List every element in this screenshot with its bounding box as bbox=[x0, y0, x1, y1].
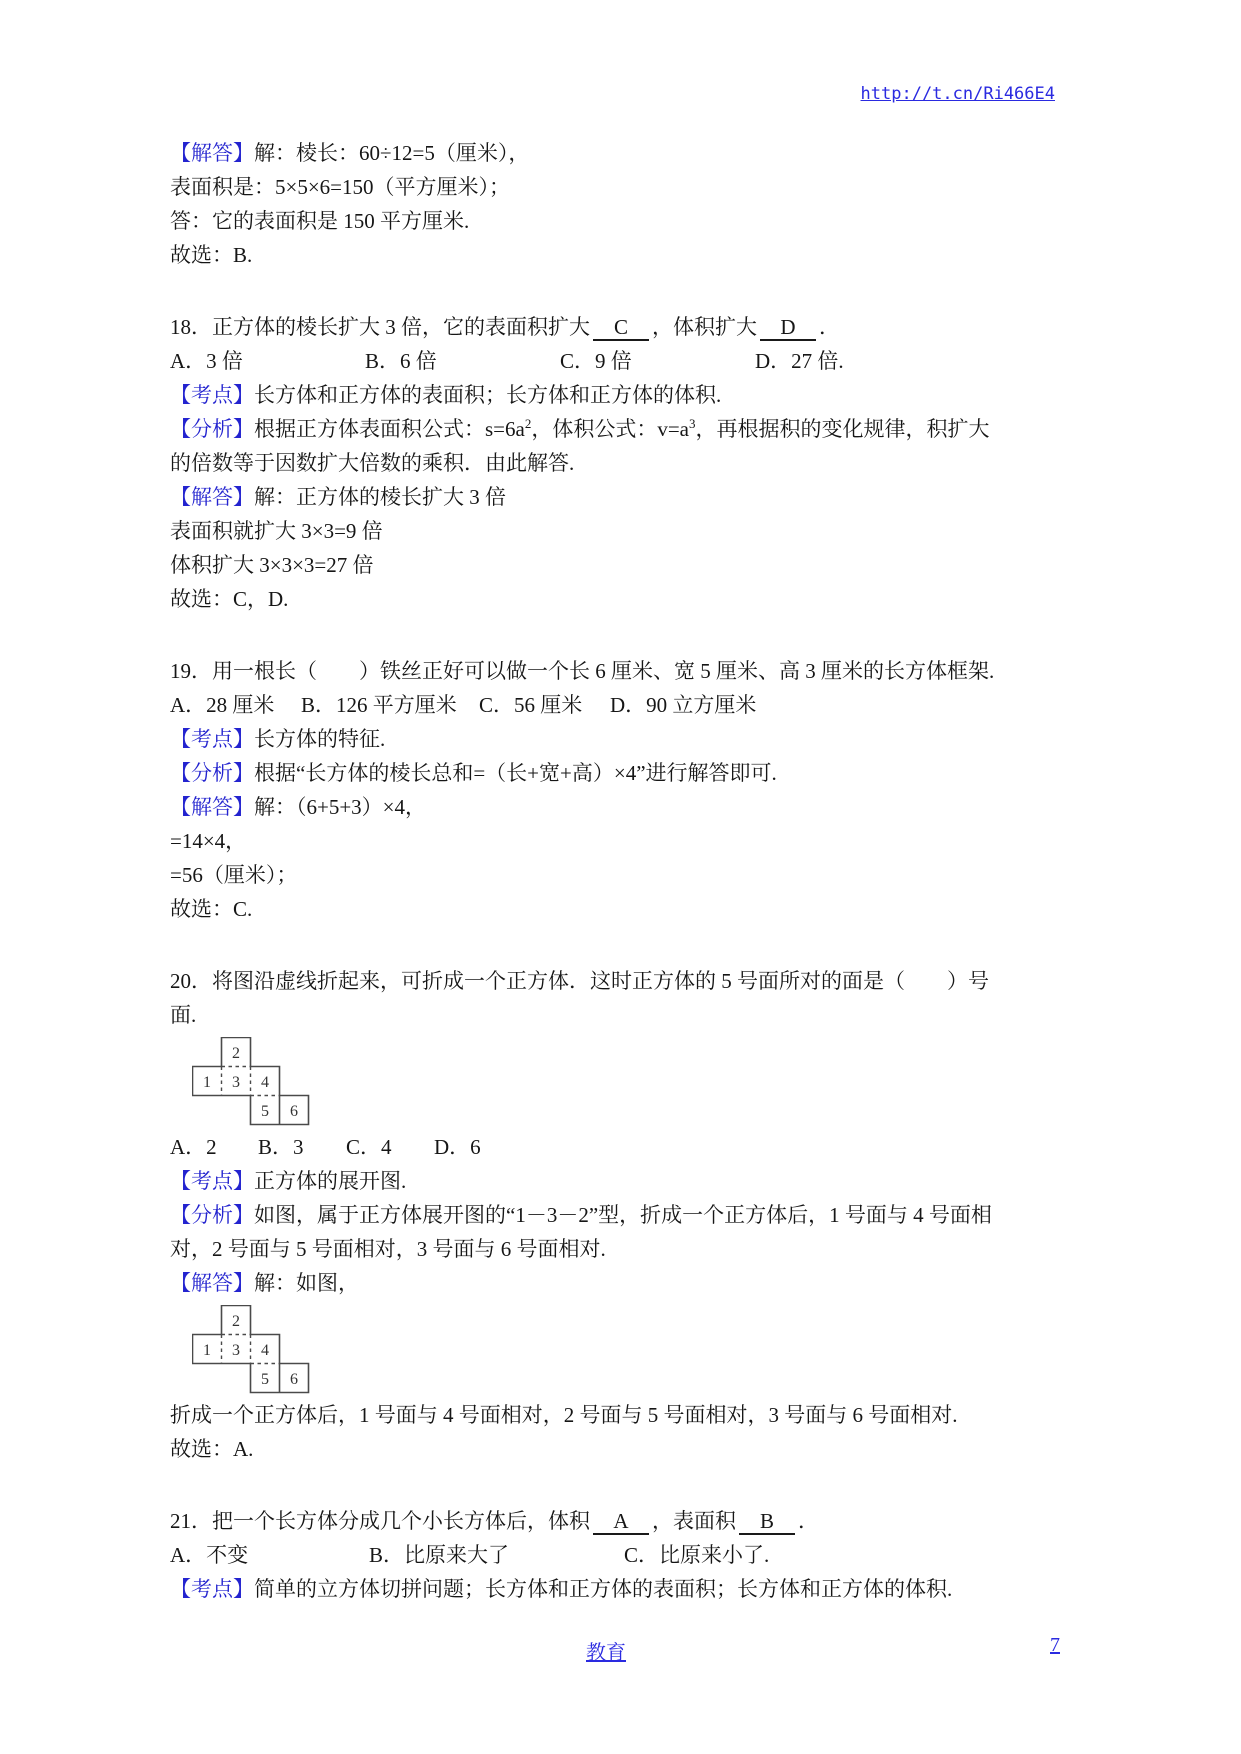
answer-blank: D bbox=[760, 315, 816, 341]
cube-net-svg bbox=[192, 1037, 310, 1126]
jieda-label: 【解答】 bbox=[170, 795, 254, 819]
fenxi-line bbox=[170, 412, 1101, 446]
answer-line: 答：它的表面积是 150 平方厘米. bbox=[170, 209, 470, 233]
option-d: D．6 bbox=[434, 1135, 481, 1159]
fenxi-label: 【分析】 bbox=[170, 761, 254, 785]
fenxi-text: ，体积公式：v=a bbox=[531, 417, 690, 441]
footer bbox=[0, 1636, 1212, 1665]
options-line bbox=[170, 1538, 1101, 1572]
option-a: A．3 倍 bbox=[170, 349, 243, 373]
choice-line: 故选：C，D. bbox=[170, 587, 289, 611]
jieda-text: 解：如图， bbox=[254, 1271, 359, 1295]
net-cell-3: 3 bbox=[232, 1074, 240, 1091]
options-line bbox=[170, 344, 1101, 378]
question-17-answer bbox=[170, 136, 1101, 272]
option-d: D．90 立方厘米 bbox=[610, 693, 757, 717]
answer-text: 解：棱长：60÷12=5（厘米）， bbox=[254, 141, 530, 165]
net-cell-4: 4 bbox=[261, 1074, 269, 1091]
superscript: 2 bbox=[524, 416, 532, 431]
work-line: 体积扩大 3×3×3=27 倍 bbox=[170, 553, 374, 577]
conclusion-line: 折成一个正方体后，1 号面与 4 号面相对，2 号面与 5 号面相对，3 号面与 6 号面相对. bbox=[170, 1403, 958, 1427]
jieda-label: 【解答】 bbox=[170, 485, 254, 509]
answer-line bbox=[170, 136, 1101, 170]
short-url-link[interactable]: http://t.cn/Ri466E4 bbox=[860, 84, 1055, 104]
jieda-text: 解：（6+5+3）×4， bbox=[254, 795, 427, 819]
net-cell-4: 4 bbox=[261, 1342, 269, 1359]
title-text: 21．把一个长方体分成几个小长方体后，体积 bbox=[170, 1509, 590, 1533]
fenxi-text: 根据正方体表面积公式：s=6a bbox=[254, 417, 525, 441]
fenxi-text: 如图，属于正方体展开图的“1－3－2”型，折成一个正方体后，1 号面与 4 号面相 bbox=[254, 1203, 992, 1227]
option-a: A．2 bbox=[170, 1135, 217, 1159]
fenxi-line bbox=[170, 756, 1101, 790]
option-b: B．3 bbox=[258, 1135, 304, 1159]
question-title: 20．将图沿虚线折起来，可折成一个正方体．这时正方体的 5 号面所对的面是（ ）号 bbox=[170, 969, 989, 993]
kaodian-label: 【考点】 bbox=[170, 1169, 254, 1193]
jieda-line bbox=[170, 480, 1101, 514]
question-title: 19．用一根长（ ）铁丝正好可以做一个长 6 厘米、宽 5 厘米、高 3 厘米的长方体框架. bbox=[170, 659, 995, 683]
net-cell-2: 2 bbox=[232, 1313, 240, 1330]
cube-net-diagram bbox=[192, 1037, 310, 1126]
fenxi-text: 根据“长方体的棱长总和=（长+宽+高）×4”进行解答即可. bbox=[254, 761, 777, 785]
option-c: C．比原来小了. bbox=[624, 1543, 770, 1567]
kaodian-line bbox=[170, 378, 1101, 412]
net-cell-6: 6 bbox=[290, 1103, 298, 1120]
jieda-line bbox=[170, 790, 1101, 824]
option-c: C．56 厘米 bbox=[479, 693, 583, 717]
jieda-label: 【解答】 bbox=[170, 141, 254, 165]
kaodian-label: 【考点】 bbox=[170, 383, 254, 407]
kaodian-label: 【考点】 bbox=[170, 727, 254, 751]
title-text: ，体积扩大 bbox=[652, 315, 757, 339]
kaodian-text: 正方体的展开图. bbox=[254, 1169, 407, 1193]
option-b: B．比原来大了 bbox=[369, 1543, 510, 1567]
answer-blank: B bbox=[739, 1509, 795, 1535]
question-19 bbox=[170, 654, 1101, 926]
net-cell-6: 6 bbox=[290, 1371, 298, 1388]
option-c: C．9 倍 bbox=[560, 349, 632, 373]
question-title-2: 面. bbox=[170, 1003, 197, 1027]
title-text: ，表面积 bbox=[652, 1509, 736, 1533]
kaodian-line bbox=[170, 722, 1101, 756]
fenxi-line-2: 的倍数等于因数扩大倍数的乘积．由此解答. bbox=[170, 451, 575, 475]
option-b: B．6 倍 bbox=[365, 349, 437, 373]
fenxi-line-2: 对，2 号面与 5 号面相对，3 号面与 6 号面相对. bbox=[170, 1237, 606, 1261]
work-line: =14×4， bbox=[170, 829, 247, 853]
jieda-text: 解：正方体的棱长扩大 3 倍 bbox=[254, 485, 506, 509]
answer-blank: A bbox=[593, 1509, 649, 1535]
answer-blank: C bbox=[593, 315, 649, 341]
option-a: A．不变 bbox=[170, 1543, 249, 1567]
net-fold-lines bbox=[222, 1335, 280, 1364]
title-text: 18．正方体的棱长扩大 3 倍，它的表面积扩大 bbox=[170, 315, 590, 339]
question-title bbox=[170, 310, 1101, 344]
fenxi-label: 【分析】 bbox=[170, 1203, 254, 1227]
kaodian-text: 简单的立方体切拼问题；长方体和正方体的表面积；长方体和正方体的体积. bbox=[254, 1577, 953, 1601]
choice-line: 故选：C. bbox=[170, 897, 253, 921]
jieda-line bbox=[170, 1266, 1101, 1300]
option-b: B．126 平方厘米 bbox=[301, 693, 457, 717]
fenxi-label: 【分析】 bbox=[170, 417, 254, 441]
answer-line: 表面积是：5×5×6=150（平方厘米）； bbox=[170, 175, 511, 199]
choice-line: 故选：A. bbox=[170, 1437, 254, 1461]
kaodian-text: 长方体的特征. bbox=[254, 727, 386, 751]
options-line bbox=[170, 1130, 1101, 1164]
work-line: 表面积就扩大 3×3=9 倍 bbox=[170, 519, 383, 543]
net-cell-1: 1 bbox=[203, 1342, 211, 1359]
kaodian-line bbox=[170, 1164, 1101, 1198]
net-fold-lines bbox=[222, 1067, 280, 1096]
fenxi-text: ，再根据积的变化规律，积扩大 bbox=[695, 417, 990, 441]
cube-net-svg bbox=[192, 1305, 310, 1394]
net-cell-5: 5 bbox=[261, 1371, 269, 1388]
superscript: 3 bbox=[689, 416, 696, 431]
page-number-link[interactable]: 7 bbox=[1050, 1634, 1060, 1656]
net-cell-2: 2 bbox=[232, 1045, 240, 1062]
jieda-label: 【解答】 bbox=[170, 1271, 254, 1295]
kaodian-text: 长方体和正方体的表面积；长方体和正方体的体积. bbox=[254, 383, 722, 407]
question-18 bbox=[170, 310, 1101, 616]
fenxi-line bbox=[170, 1198, 1101, 1232]
question-21 bbox=[170, 1504, 1101, 1606]
answer-line: 故选：B. bbox=[170, 243, 253, 267]
title-text: ． bbox=[819, 315, 840, 339]
question-20 bbox=[170, 964, 1101, 1466]
net-cell-5: 5 bbox=[261, 1103, 269, 1120]
title-text: ． bbox=[798, 1509, 819, 1533]
kaodian-line bbox=[170, 1572, 1101, 1606]
kaodian-label: 【考点】 bbox=[170, 1577, 254, 1601]
question-title bbox=[170, 1504, 1101, 1538]
option-d: D．27 倍. bbox=[755, 349, 844, 373]
cube-net-diagram-2 bbox=[192, 1305, 310, 1394]
net-cell-1: 1 bbox=[203, 1074, 211, 1091]
options-line bbox=[170, 688, 1101, 722]
footer-education-link[interactable]: 教育 bbox=[586, 1642, 626, 1664]
option-a: A．28 厘米 bbox=[170, 693, 275, 717]
work-line: =56（厘米）； bbox=[170, 863, 298, 887]
option-c: C．4 bbox=[346, 1135, 392, 1159]
net-cell-3: 3 bbox=[232, 1342, 240, 1359]
